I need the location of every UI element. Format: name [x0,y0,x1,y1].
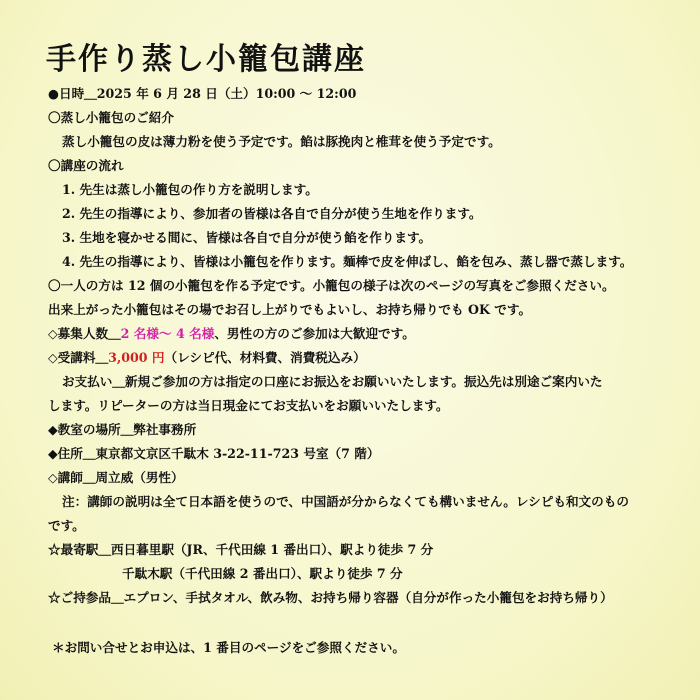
fee-label: ◇受講料＿ [48,350,109,365]
fee-amount: 3,000 円 [108,350,165,365]
intro-text: 蒸し小籠包の皮は薄力粉を使う予定です。餡は豚挽肉と椎茸を使う予定です。 [62,134,501,149]
quantity-note: 〇一人の方は 12 個の小籠包を作る予定です。小籠包の様子は次のページの写真をご参照ください。 [48,278,615,293]
schedule-line: ●日時＿2025 年 6 月 28 日（土）10:00 ～ 12:00 [48,86,357,101]
payment-text-2: します。リピーターの方は当日現金にてお支払いをお願いいたします。 [48,398,449,413]
intro-heading: 〇蒸し小籠包のご紹介 [48,110,174,125]
recruit-count: 2 名様～ 4 名様 [120,326,215,341]
recruit-line [48,326,415,342]
flow-heading: 〇講座の流れ [48,158,124,173]
flow-step-2: 2. 先生の指導により、参加者の皆様は各自で自分が使う生地を作ります。 [62,206,482,221]
fee-line [48,350,366,366]
instructor-line: ◇講師＿周立威（男性） [48,470,184,485]
station-line-2: 千駄木駅（千代田線 2 番出口）、駅より徒歩 7 分 [122,566,403,581]
language-note-2: です。 [48,518,85,533]
payment-text-1: お支払い＿新規ご参加の方は指定の口座にお振込をお願いいたします。振込先は別途ご案内いた [62,374,603,389]
flow-step-4: 4. 先生の指導により、皆様は小籠包を作ります。麺棒で皮を伸ばし、餡を包み、蒸し器で蒸します。 [62,254,633,269]
page-title: 手作り蒸し小籠包講座 [46,42,366,77]
station-line-1: ☆最寄駅＿西日暮里駅（JR、千代田線 1 番出口）、駅より徒歩 7 分 [48,542,434,557]
bring-items-line: ☆ご持参品＿エプロン、手拭タオル、飲み物、お持ち帰り容器（自分が作った小籠包をお持ち帰り） [48,590,613,605]
takeaway-note: 出来上がった小籠包はその場でお召し上がりでもよいし、お持ち帰りでも OK です。 [48,302,532,317]
flow-step-1: 1. 先生は蒸し小籠包の作り方を説明します。 [62,182,318,197]
contact-note: ＊お問い合せとお申込は、1 番目のページをご参照ください。 [52,640,405,655]
recruit-note: 、男性の方のご参加は大歓迎です。 [214,326,415,341]
language-note-1: 注：講師の説明は全て日本語を使うので、中国語が分からなくても構いません。レシピも和文のもの [62,494,629,509]
address-line: ◆住所＿東京都文京区千駄木 3-22-11-723 号室（7 階） [48,446,380,461]
location-line: ◆教室の場所＿弊社事務所 [48,422,197,437]
flow-step-3: 3. 生地を寝かせる間に、皆様は各自で自分が使う餡を作ります。 [62,230,432,245]
fee-note: （レシピ代、材料費、消費税込み） [164,350,366,365]
recruit-label: ◇募集人数＿ [48,326,121,341]
